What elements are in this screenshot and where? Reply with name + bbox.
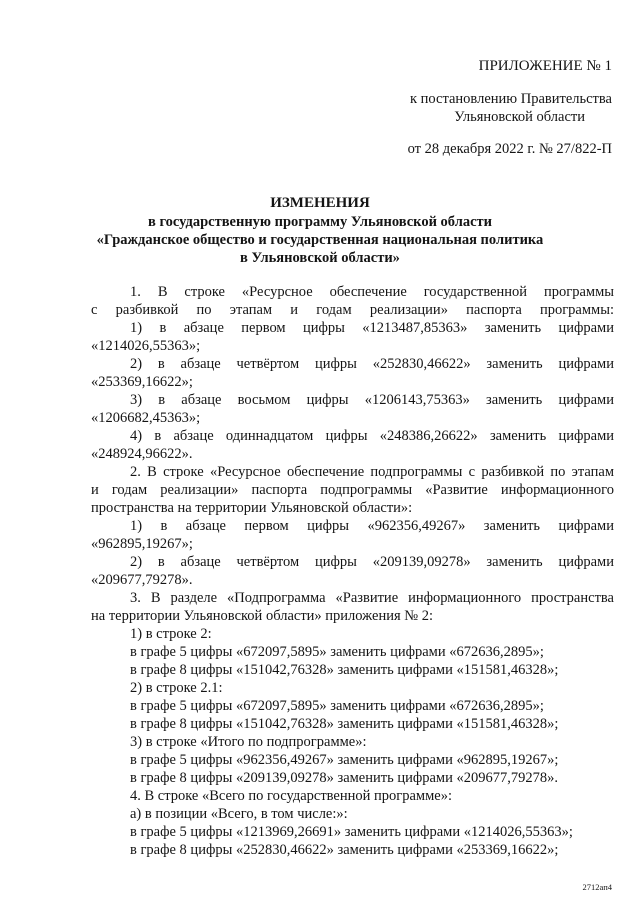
body-line: «209677,79278». xyxy=(91,572,193,588)
region-label: Ульяновской области xyxy=(454,109,585,125)
body-line: пространства на территории Ульяновской области»: xyxy=(91,500,413,516)
body-line: в графе 5 цифры «672097,5895» заменить цифрами «672636,2895»; xyxy=(130,698,544,714)
body-line: 3. В разделе «Подпрограмма «Развитие информационного пространства xyxy=(130,590,614,606)
body-line: в графе 5 цифры «672097,5895» заменить цифрами «672636,2895»; xyxy=(130,644,544,660)
body-line: с разбивкой по этапам и годам реализации» паспорта программы: xyxy=(91,302,614,318)
body-line: 2. В строке «Ресурсное обеспечение подпрограммы с разбивкой по этапам xyxy=(130,464,614,480)
body-line: а) в позиции «Всего, в том числе:»: xyxy=(130,806,348,822)
body-line: в графе 5 цифры «1213969,26691» заменить цифрами «1214026,55363»; xyxy=(130,824,573,840)
body-line: 1) в абзаце первом цифры «962356,49267» заменить цифрами xyxy=(130,518,614,534)
body-line: 1) в строке 2: xyxy=(130,626,212,642)
body-line: 2) в абзаце четвёртом цифры «209139,09278» заменить цифрами xyxy=(130,554,614,570)
document-heading: ИЗМЕНЕНИЯ xyxy=(270,195,370,211)
body-line: «253369,16622»; xyxy=(91,374,193,390)
body-line: в графе 8 цифры «151042,76328» заменить цифрами «151581,46328»; xyxy=(130,716,559,732)
body-line: на территории Ульяновской области» приложения № 2: xyxy=(91,608,433,624)
body-line: 3) в строке «Итого по подпрограмме»: xyxy=(130,734,367,750)
body-line: «1214026,55363»; xyxy=(91,338,201,354)
title-line-1: в государственную программу Ульяновской области xyxy=(147,214,492,230)
body-line: «248924,96622». xyxy=(91,446,193,462)
resolution-label: к постановлению Правительства xyxy=(410,91,612,107)
body-line: в графе 8 цифры «252830,46622» заменить цифрами «253369,16622»; xyxy=(130,842,559,858)
stamp-code: 2712ап4 xyxy=(582,882,612,892)
body-line: 3) в абзаце восьмом цифры «1206143,75363» заменить цифрами xyxy=(130,392,614,408)
title-line-3: в Ульяновской области» xyxy=(240,250,400,266)
body-line: «1206682,45363»; xyxy=(91,410,201,426)
body-line: и годам реализации» паспорта подпрограммы «Развитие информационного xyxy=(91,482,614,498)
body-line: 4) в абзаце одиннадцатом цифры «248386,26622» заменить цифрами xyxy=(130,428,614,444)
title-line-2: «Гражданское общество и государственная национальная политика xyxy=(96,232,544,248)
body-line: 1. В строке «Ресурсное обеспечение государственной программы xyxy=(130,284,614,300)
body-line: в графе 5 цифры «962356,49267» заменить цифрами «962895,19267»; xyxy=(130,752,559,768)
date-number-label: от 28 декабря 2022 г. № 27/822-П xyxy=(407,141,612,157)
body-line: 2) в абзаце четвёртом цифры «252830,46622» заменить цифрами xyxy=(130,356,614,372)
body-line: 1) в абзаце первом цифры «1213487,85363» заменить цифрами xyxy=(130,320,614,336)
body-line: в графе 8 цифры «209139,09278» заменить цифрами «209677,79278». xyxy=(130,770,558,786)
body-line: 4. В строке «Всего по государственной программе»: xyxy=(130,788,452,804)
body-line: 2) в строке 2.1: xyxy=(130,680,223,696)
body-line: в графе 8 цифры «151042,76328» заменить цифрами «151581,46328»; xyxy=(130,662,559,678)
appendix-label: ПРИЛОЖЕНИЕ № 1 xyxy=(478,58,612,74)
body-line: «962895,19267»; xyxy=(91,536,193,552)
